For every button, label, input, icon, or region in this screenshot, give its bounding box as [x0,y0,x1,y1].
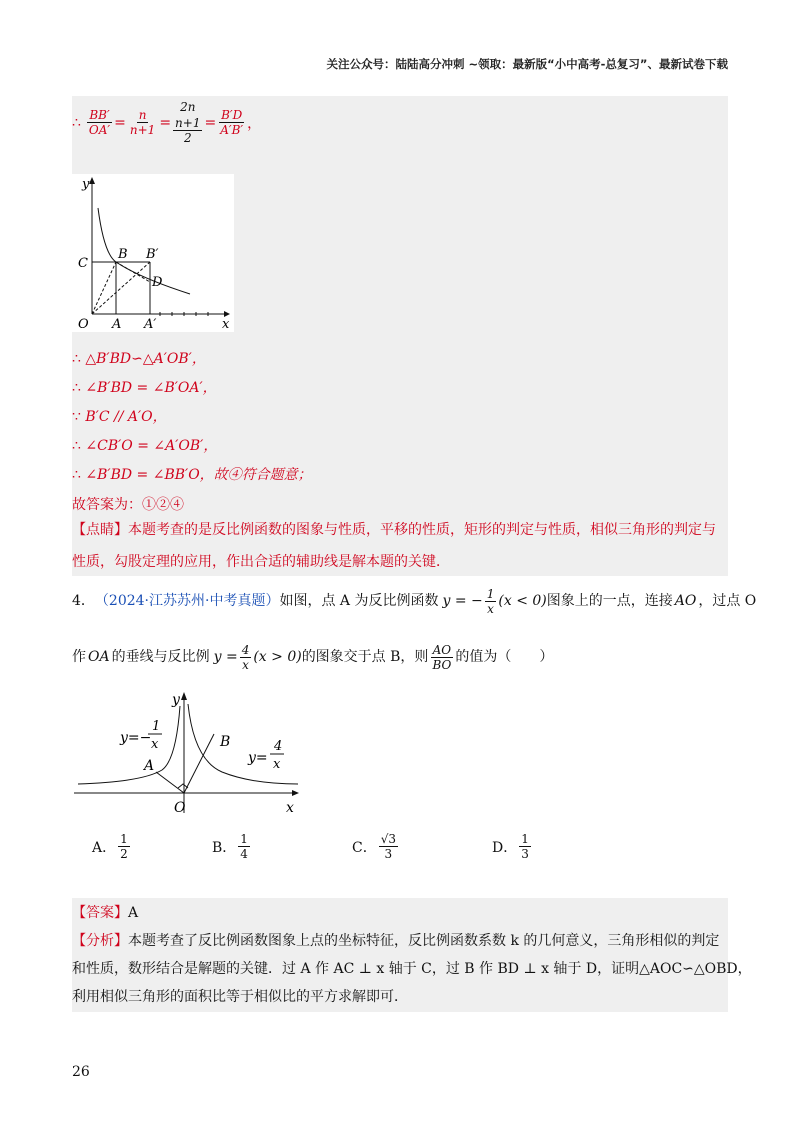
func2-fraction: $\frac{4}{x}$ [241,642,250,672]
analysis-line-3: 利用相似三角形的面积比等于相似比的平方求解即可． [72,989,408,1005]
label-a-prime: A′ [144,317,157,332]
label-x: x [222,317,230,332]
equals-sign: = [204,114,217,131]
fig2-right-den: x [273,757,281,772]
comment [72,514,724,578]
fig2-left-num: 1 [152,719,161,734]
option-b-fraction: $\frac{1}{4}$ [240,832,248,861]
fig2-right-num: 4 [274,739,283,754]
fig2-label-a: A [144,758,155,774]
equals-sign: = [114,114,126,131]
therefore-symbol: ∴ [72,114,81,131]
label-a: A [112,317,122,332]
ratio-equation [72,100,261,145]
label-c: C [78,256,88,271]
fig2-left-func: y=− [120,730,152,746]
comment-text: 本题考查的是反比例函数的图象与性质，平移的性质，矩形的判定与性质，相似三角形的判定与性质，勾股定理的应用，作出合适的辅助线是解本题的关键． [72,522,716,570]
step-parallel: ∵ B′C // A′O， [72,409,167,425]
answer-row [72,900,138,926]
figure-rectangle-hyperbola [72,174,234,332]
comma: ， [247,115,262,132]
option-c-fraction: $\frac{√3}{3}$ [380,832,396,861]
question-source: （2024·江苏苏州·中考真题） [94,593,280,609]
label-b-prime: B′ [146,247,159,262]
answer-block [72,898,752,1012]
analysis-line-2: 和性质，数形结合是解题的关键．过 A 作 AC ⊥ x 轴于 C，过 B 作 BD ⊥ x 轴于 D，证明△AOC∽△OBD， [72,961,752,977]
option-d-fraction: $\frac{1}{3}$ [521,832,529,861]
question-line-1: 4． （2024·江苏苏州·中考真题） 如图，点 A 为反比例函数 y = − $\frac{1}{x}$ (x < 0) 图象上的一点，连接 AO ，过点 O [72,586,757,616]
label-d: D [152,275,163,290]
label-o: O [78,317,89,332]
question-line-2: 作 OA 的垂线与反比例 y = $\frac{4}{x}$ (x > 0) 的图象交于点 B，则 $\frac{AO}{BO}$ 的值为（ ） [72,642,554,672]
question-number: 4． [72,593,95,609]
solution-block [72,96,728,576]
answer-line: 故答案为：①②④ [72,497,184,513]
fig2-label-b: B [220,734,231,750]
fig2-label-y: y [172,692,180,708]
option-b[interactable]: B． $\frac{1}{4}$ [212,832,248,861]
label-b: B [118,247,128,262]
fig2-left-den: x [151,737,159,752]
option-a[interactable]: A． $\frac{1}{2}$ [92,832,128,861]
fig2-right-func: y= [248,750,268,766]
analysis-line-1: 【分析】本题考查了反比例函数图象上点的坐标特征，反比例函数系数 k 的几何意义，三角形相似的判定 [72,933,720,949]
comment-tag: 【点睛】 [72,522,128,538]
answer-tag: 【答案】 [72,905,128,921]
header-note: 关注公众号：陆陆高分冲刺 ~领取：最新版“小中高考-总复习”、最新试卷下载 [326,57,728,71]
fraction-n-n1: $\frac{n}{n+1}$ [129,108,156,137]
fig2-label-x: x [286,800,294,816]
answer-value: A [128,905,139,921]
option-c[interactable]: C． $\frac{√3}{3}$ [352,832,396,861]
equals-sign: = [159,114,172,131]
figure-two-hyperbolas [72,688,312,818]
ratio-fraction: $\frac{AO}{BO}$ [432,642,452,672]
fraction-bd-ab: $\frac{B'D}{A'B'}$ [220,108,244,137]
step-angle-1: ∴ ∠B′BD = ∠B′OA′， [72,380,217,396]
step-angle-3: ∴ ∠B′BD = ∠BB′O，故④符合题意； [72,467,312,483]
fig2-label-o: O [174,800,186,816]
fraction-bb-oa: $\frac{BB'}{OA'}$ [88,108,111,137]
label-y: y [82,177,90,192]
option-d[interactable]: D． $\frac{1}{3}$ [492,832,529,861]
fraction-compound: 2n n+1 2 [175,100,201,145]
analysis-tag: 【分析】 [72,933,128,949]
option-a-fraction: $\frac{1}{2}$ [120,832,128,861]
func1-fraction: $\frac{1}{x}$ [486,586,495,616]
step-similar: ∴ △B′BD∽△A′OB′， [72,351,206,367]
step-angle-2: ∴ ∠CB′O = ∠A′OB′， [72,438,218,454]
page-number: 26 [72,1064,90,1080]
